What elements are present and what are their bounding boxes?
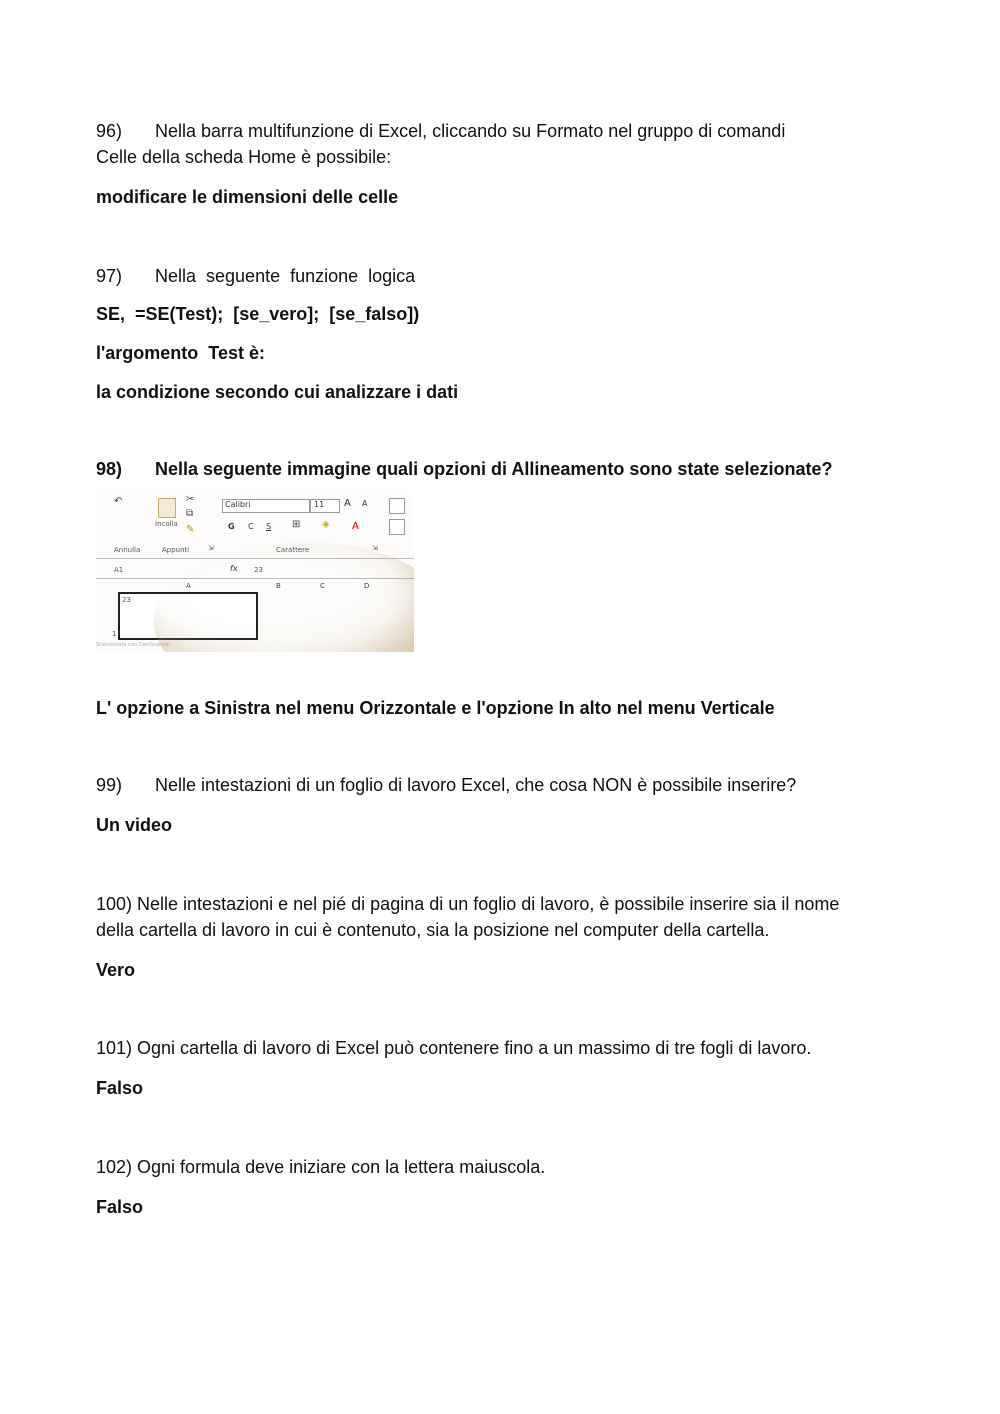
q99-number: 99) [96,775,123,795]
q97-sub: l'argomento Test è: [96,343,265,363]
q97-question [96,263,415,289]
fx-label: fx [230,564,238,573]
font-group-label: Carattere [276,546,310,554]
q98-text: Nella seguente immagine quali opzioni di Allineamento sono state selezionate? [155,459,833,479]
q100-number: 100) [96,894,133,914]
align-left-icon [389,519,405,535]
shrink-font-button: A [362,499,368,508]
copy-icon: ⧉ [186,508,194,519]
font-name: Calibri [225,500,251,509]
q102-answer: Falso [96,1197,144,1217]
font-color-icon: A [352,521,359,532]
q102-text: Ogni formula deve iniziare con la lettera maiuscola. [137,1157,546,1177]
q96-line1: Nella barra multifunzione di Excel, cliccando su Formato nel gruppo di comandi [155,121,786,141]
q99-question [96,772,796,798]
q98-answer: L' opzione a Sinistra nel menu Orizzontale e l'opzione In alto nel menu Verticale [96,698,775,718]
q101-question [96,1035,811,1061]
excel-ribbon-screenshot [96,494,414,652]
q102-question [96,1154,545,1180]
q96-answer: modificare le dimensioni delle celle [96,187,399,207]
q98-question [96,456,832,482]
format-painter-icon: ✎ [186,524,195,535]
cell-ref: A1 [114,566,124,574]
font-dialog-launcher-icon: ⇲ [372,544,378,552]
cut-icon: ✂ [186,494,195,505]
cell-value: 23 [122,596,131,604]
font-size-box [310,499,340,513]
font-name-box [222,499,310,513]
dialog-launcher-icon: ⇲ [208,544,214,552]
col-a: A [186,582,191,590]
borders-icon: ⊞ [292,519,301,530]
grow-font-button: A [344,498,351,509]
q97-answer: la condizione secondo cui analizzare i dati [96,382,459,402]
q96-number: 96) [96,121,123,141]
bold-button: G [228,522,235,531]
q101-answer: Falso [96,1078,144,1098]
col-b: B [276,582,281,590]
col-d: D [364,582,370,590]
row-1: 1 [112,630,117,638]
italic-button: C [248,522,254,531]
q96-line2: Celle della scheda Home è possibile: [96,147,392,167]
q101-number: 101) [96,1038,133,1058]
undo-label: Annulla [114,546,141,554]
font-size: 11 [314,500,325,509]
q100-question [96,891,839,917]
q102-number: 102) [96,1157,133,1177]
scanner-watermark: Scansionato con CamScanner [96,642,171,648]
q97-formula: SE, =SE(Test); [se_vero]; [se_falso]) [96,304,420,324]
formula-value: 23 [254,566,263,574]
q99-answer: Un video [96,815,173,835]
align-top-icon [389,498,405,514]
q97-number: 97) [96,266,123,286]
fill-color-icon: ◈ [322,519,330,530]
q101-text: Ogni cartella di lavoro di Excel può contenere fino a un massimo di tre fogli di lavoro. [137,1038,812,1058]
q96-question [96,118,785,144]
undo-icon: ↶ [114,496,123,507]
q100-line1: Nelle intestazioni e nel pié di pagina di un foglio di lavoro, è possibile inserire sia il nome [137,894,840,914]
q99-text: Nelle intestazioni di un foglio di lavoro Excel, che cosa NON è possibile inserire? [155,775,797,795]
underline-button: S [266,522,272,531]
q100-answer: Vero [96,960,136,980]
col-c: C [320,582,325,590]
paste-icon [158,498,176,518]
paste-label: Incolla [155,520,178,528]
q97-text: Nella seguente funzione logica [155,266,416,286]
clipboard-label: Appunti [162,546,190,554]
q100-line2: della cartella di lavoro in cui è contenuto, sia la posizione nel computer della cartella. [96,920,770,940]
q98-number: 98) [96,459,123,479]
